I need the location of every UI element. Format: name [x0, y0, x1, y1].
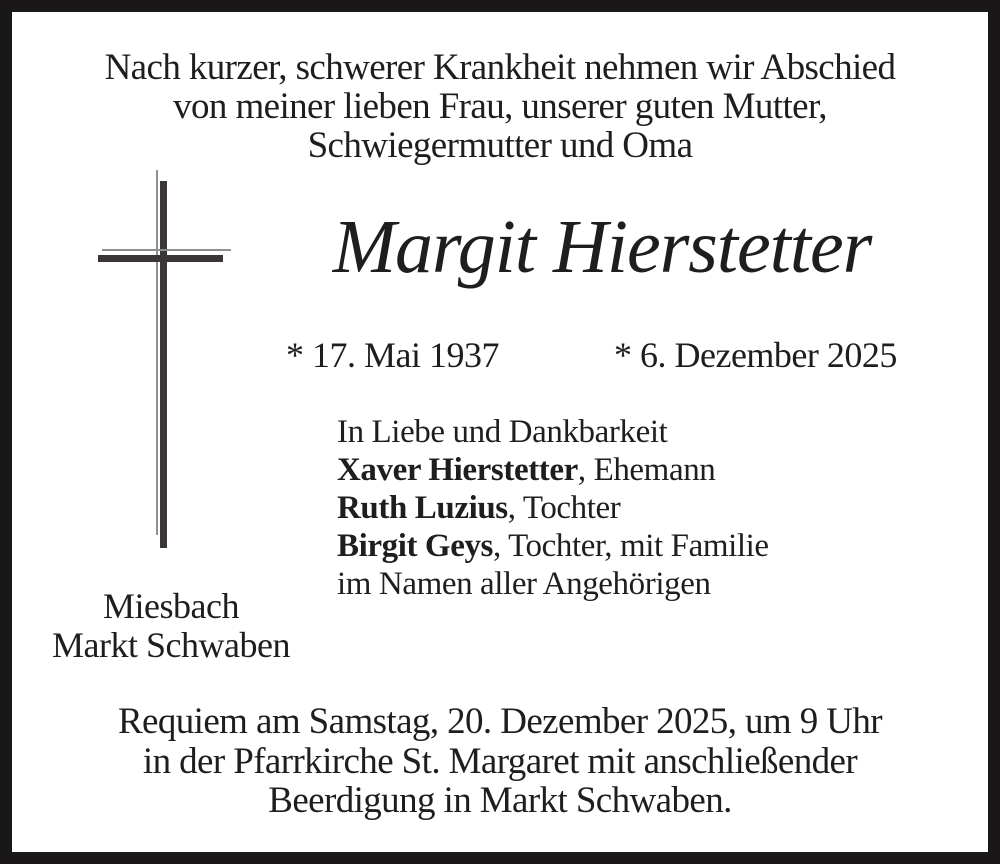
mourner-row [337, 451, 769, 489]
cross-thin-vertical-line [156, 170, 158, 535]
intro-line-2: von meiner lieben Frau, unserer guten Mutter, [173, 86, 827, 127]
mourner-name: Ruth Luzius [337, 490, 508, 526]
mourners-block [337, 413, 769, 603]
mourner-row [337, 489, 769, 527]
intro-line-1: Nach kurzer, schwerer Krankheit nehmen wir Abschied [104, 47, 896, 88]
death-date: * 6. Dezember 2025 [614, 335, 897, 375]
place-item: Miesbach [103, 586, 239, 626]
cross-thick-horizontal-bar [98, 255, 223, 262]
mourner-relation: , Tochter [507, 490, 621, 526]
intro-text [12, 48, 988, 165]
service-line-3: Beerdigung in Markt Schwaben. [268, 780, 732, 821]
service-line-2: in der Pfarrkirche St. Margaret mit anschließender [142, 740, 858, 782]
dedication-line: In Liebe und Dankbarkeit [337, 414, 668, 450]
mourner-row [337, 527, 769, 565]
cross-thin-horizontal-line [102, 249, 231, 251]
intro-line-3: Schwiegermutter und Oma [307, 125, 693, 166]
deceased-name: Margit Hierstetter [332, 205, 872, 289]
place-item: Markt Schwaben [52, 625, 290, 665]
cross-thick-vertical-bar [160, 181, 167, 548]
mourner-relation: , Ehemann [577, 452, 716, 488]
service-line-1: Requiem am Samstag, 20. Dezember 2025, um 9 Uhr [117, 701, 883, 742]
mourner-name: Xaver Hierstetter [337, 452, 578, 488]
closing-line: im Namen aller Angehörigen [337, 566, 711, 602]
birth-date: * 17. Mai 1937 [286, 335, 499, 375]
service-info [12, 702, 988, 821]
mourner-relation: , Tochter, mit Familie [493, 528, 769, 564]
mourner-name: Birgit Geys [337, 528, 493, 564]
place-list [26, 587, 316, 665]
